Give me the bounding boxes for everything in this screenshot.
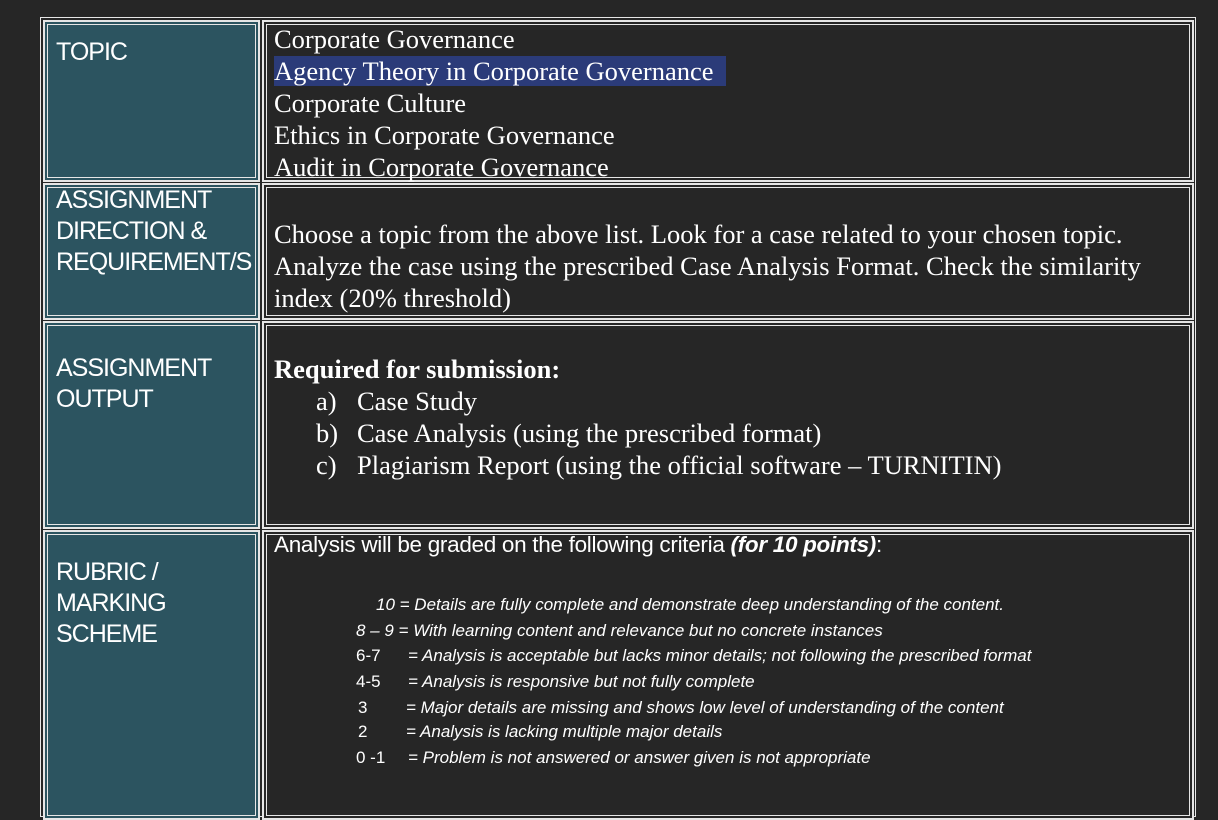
rubric-item-6: 0 -1 = Problem is not answered or answer given is not appropriate (356, 748, 871, 767)
direction-line-2: index (20% threshold) (274, 283, 511, 313)
output-heading: Required for submission: (274, 354, 561, 384)
direction-label: ASSIGNMENT DIRECTION & REQUIREMENT/S (56, 186, 252, 276)
list-marker: b) (316, 418, 339, 448)
selection-highlight: Agency Theory in Corporate Governance (274, 56, 726, 86)
rubric-item-3: 4-5 = Analysis is responsive but not fully complete (356, 672, 755, 691)
list-marker: a) (316, 386, 337, 416)
output-item-2: c) Plagiarism Report (using the official software – TURNITIN) (316, 450, 1002, 480)
output-item-1: b) Case Analysis (using the prescribed format) (316, 418, 822, 448)
direction-line-0: Choose a topic from the above list. Look for a case related to your chosen topic. (274, 219, 1123, 249)
topic-item-4[interactable]: Audit in Corporate Governance (274, 152, 609, 182)
topic-item-2[interactable]: Corporate Culture (274, 88, 467, 118)
rubric-label: RUBRIC / MARKING SCHEME (56, 558, 166, 648)
output-label: ASSIGNMENT OUTPUT (56, 354, 212, 413)
direction-line-1: Analyze the case using the prescribed Case Analysis Format. Check the similarity (274, 251, 1141, 281)
rubric-item-1: 8 – 9 = With learning content and relevance but no concrete instances (356, 621, 883, 640)
rubric-item-5: 2 = Analysis is lacking multiple major details (358, 722, 723, 741)
topic-label: TOPIC (56, 38, 127, 66)
rubric-points: (for 10 points) (730, 532, 876, 557)
rubric-item-4: 3 = Major details are missing and shows low level of understanding of the content (358, 698, 1004, 717)
list-marker: c) (316, 450, 337, 480)
topic-item-0[interactable]: Corporate Governance (274, 24, 515, 54)
topic-item-3[interactable]: Ethics in Corporate Governance (274, 120, 615, 150)
output-item-0: a) Case Study (316, 386, 477, 416)
rubric-intro: Analysis will be graded on the following criteria (for 10 points): (274, 532, 882, 557)
topic-item-1[interactable] (274, 55, 726, 87)
rubric-item-0: 10 = Details are fully complete and demonstrate deep understanding of the content. (376, 595, 1005, 614)
rubric-item-2: 6-7 = Analysis is acceptable but lacks minor details; not following the prescribed format (356, 646, 1032, 665)
